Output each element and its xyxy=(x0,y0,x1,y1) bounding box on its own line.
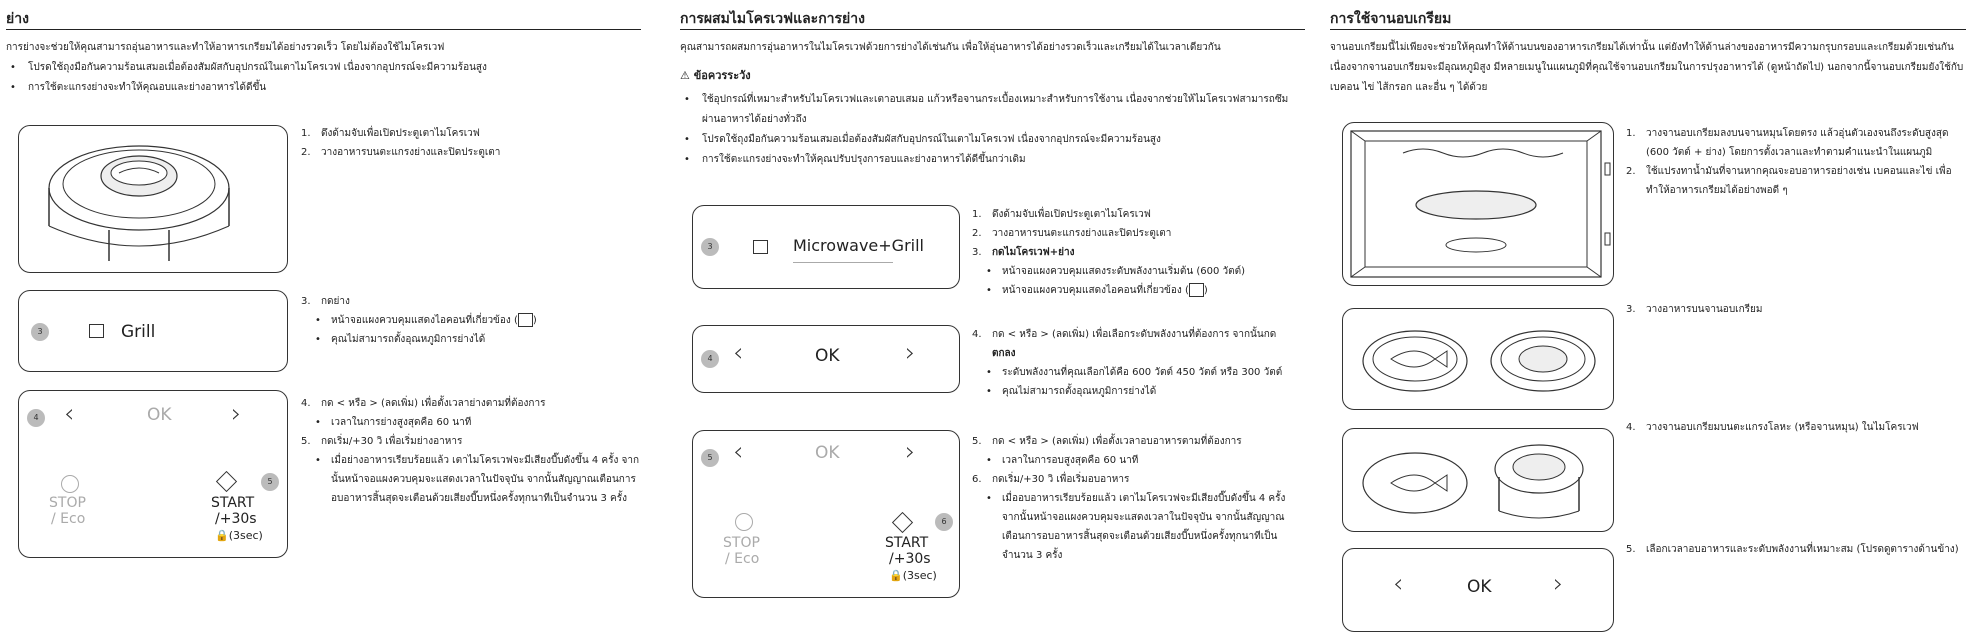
bullet-item: • ระดับพลังงานที่คุณเลือกได้คือ 600 วัตต์ 450 วัตต์ หรือ 300 วัตต์ xyxy=(972,363,1302,382)
ok-word: ตกลง xyxy=(992,348,1016,359)
step-3: 3. กดย่าง xyxy=(301,296,350,307)
control-panel-ok xyxy=(1342,548,1614,632)
bullet-item: • คุณไม่สามารถตั้งอุณหภูมิการย่างได้ xyxy=(972,382,1302,401)
grill-label[interactable]: Grill xyxy=(121,322,156,342)
step-4: 4. กด < หรือ > (ลดเพิ่ม) เพื่อเลือกระดับพลังงานที่ต้องการ จากนั้นกด xyxy=(972,329,1277,340)
control-panel-combo xyxy=(692,205,960,289)
bullet-item: • การใช้ตะแกรงย่างจะทำให้คุณอบและย่างอาหารได้ดีขึ้น xyxy=(6,78,641,98)
intro-text: คุณสามารถผสมการอุ่นอาหารในไมโครเวฟด้วยการย่างได้เช่นกัน เพื่อให้อุ่นอาหารได้อย่างรวดเร็วและเกรียมได้ในเวลาเดียวกัน xyxy=(680,42,1221,53)
right-arrow-button[interactable]: › xyxy=(905,437,916,467)
step-1: 1. วางจานอบเกรียมลงบนจานหมุนโดยตรง แล้วอุ่นตัวเองจนถึงระดับสูงสุด (600 วัตต์ + ย่าง) โดยการตั้งเวลาและทำตามคำแนะนำในแผนภูมิ xyxy=(1626,128,1949,158)
step-badge: 6 xyxy=(935,513,953,531)
plate-on-rack-illustration xyxy=(1342,428,1614,532)
stop-button[interactable]: STOP xyxy=(49,495,86,511)
section-title: การผสมไมโครเวฟและการย่าง xyxy=(680,0,1305,30)
start-icon xyxy=(892,512,913,533)
grill-rack-drawing xyxy=(19,126,287,272)
control-panel-grill xyxy=(18,290,288,372)
step-badge: 3 xyxy=(701,238,719,256)
right-arrow-button[interactable]: › xyxy=(231,399,242,429)
right-arrow-button[interactable]: › xyxy=(1553,569,1564,599)
left-arrow-button[interactable]: ‹ xyxy=(733,338,744,368)
step-4: 4. วางจานอบเกรียมบนตะแกรงโลหะ (หรือจานหมุน) ในไมโครเวฟ xyxy=(1626,422,1919,433)
left-arrow-button[interactable]: ‹ xyxy=(1393,569,1404,599)
step-badge: 4 xyxy=(701,350,719,368)
microwave-grill-label[interactable]: Microwave+Grill xyxy=(793,236,924,255)
microwave-drawing xyxy=(1343,123,1613,285)
start-button[interactable]: START xyxy=(885,535,929,551)
plates-drawing xyxy=(1343,309,1613,409)
bullet-item: • เวลาในการย่างสูงสุดคือ 60 นาที xyxy=(301,413,641,432)
section-title: ย่าง xyxy=(6,0,641,30)
stop-icon xyxy=(735,513,753,531)
plates-illustration xyxy=(1342,308,1614,410)
combo-section xyxy=(680,0,1305,641)
bullet-list xyxy=(680,90,1305,170)
grill-icon xyxy=(518,313,533,327)
step-1: 1. ดึงด้ามจับเพื่อเปิดประตูเตาไมโครเวฟ xyxy=(301,128,480,139)
step-5: 5. เลือกเวลาอบอาหารและระดับพลังงานที่เหมาะสม (โปรดดูตารางด้านข้าง) xyxy=(1626,544,1959,555)
microwave-interior-illustration xyxy=(1342,122,1614,286)
bullet-item: • คุณไม่สามารถตั้งอุณหภูมิการย่างได้ xyxy=(301,330,641,349)
step-5: 5. กดเริ่ม/+30 วิ เพื่อเริ่มย่างอาหาร xyxy=(301,436,463,447)
plate-on-rack-drawing xyxy=(1343,429,1613,531)
control-panel-ok xyxy=(692,325,960,393)
stop-icon xyxy=(61,475,79,493)
step-3: 3. วางอาหารบนจานอบเกรียม xyxy=(1626,304,1763,315)
section-title: การใช้จานอบเกรียม xyxy=(1330,0,1966,30)
ok-button[interactable]: OK xyxy=(815,346,840,366)
control-panel-start xyxy=(18,390,288,558)
eco-label: / Eco xyxy=(725,551,760,567)
grill-icon xyxy=(89,324,104,338)
bullet-item: • หน้าจอแผงควบคุมแสดงไอคอนที่เกี่ยวข้อง ( ) xyxy=(301,311,641,330)
step-3: 3. กดไมโครเวฟ+ย่าง xyxy=(972,247,1075,258)
left-arrow-button[interactable]: ‹ xyxy=(64,399,75,429)
divider xyxy=(793,262,893,263)
plus30-label: /+30s xyxy=(889,551,931,567)
step-badge: 4 xyxy=(27,409,45,427)
crusty-plate-section xyxy=(1330,0,1966,641)
stop-button[interactable]: STOP xyxy=(723,535,760,551)
microwave-grill-icon xyxy=(1189,283,1204,297)
start-button[interactable]: START xyxy=(211,495,255,511)
bullet-list xyxy=(6,58,641,98)
step-6: 6. กดเริ่ม/+30 วิ เพื่อเริ่มอบอาหาร xyxy=(972,474,1130,485)
right-arrow-button[interactable]: › xyxy=(905,338,916,368)
microwave-grill-icon xyxy=(753,240,768,254)
bullet-item: • โปรดใช้ถุงมือกันความร้อนเสมอเมื่อต้องสัมผัสกับอุปกรณ์ในเตาไมโครเวฟ เนื่องจากอุปกรณ์จะมีความร้อนสูง xyxy=(680,130,1305,150)
ok-button[interactable]: OK xyxy=(147,405,172,425)
step-2: 2. วางอาหารบนตะแกรงย่างและปิดประตูเตา xyxy=(301,147,501,158)
bullet-item: • เมื่ออบอาหารเรียบร้อยแล้ว เตาไมโครเวฟจะมีเสียงบี๊บดังขึ้น 4 ครั้ง จากนั้นหน้าจอแผงควบคุมจะแสดงเวลาในปัจจุบัน จากนั้นสัญญาณเตือนการอบอาหารสิ้นสุดจะเตือนด้วยเสียงบี๊บหนึ่งครั้งทุกนาทีเป็นจำนวน 3 ครั้ง xyxy=(972,489,1302,565)
control-panel-start xyxy=(692,430,960,598)
step-badge: 5 xyxy=(701,449,719,467)
caution-heading: ⚠ ข้อควรระวัง xyxy=(680,69,751,82)
bullet-item: • เมื่อย่างอาหารเรียบร้อยแล้ว เตาไมโครเวฟจะมีเสียงบี๊บดังขึ้น 4 ครั้ง จากนั้นหน้าจอแผงควบคุมจะแสดงเวลาในปัจจุบัน จากนั้นสัญญาณเตือนการอบอาหารสิ้นสุดจะเตือนด้วยเสียงบี๊บหนึ่งครั้งทุกนาทีเป็นจำนวน 3 ครั้ง xyxy=(301,451,641,508)
step-1: 1. ดึงด้ามจับเพื่อเปิดประตูเตาไมโครเวฟ xyxy=(972,209,1151,220)
lock-label: 🔒(3sec) xyxy=(215,529,263,542)
step-2: 2. วางอาหารบนตะแกรงย่างและปิดประตูเตา xyxy=(972,228,1172,239)
plus30-label: /+30s xyxy=(215,511,257,527)
bullet-item: • เวลาในการอบสูงสุดคือ 60 นาที xyxy=(972,451,1302,470)
grill-section xyxy=(6,0,641,641)
intro-text: จานอบเกรียมนี้ไม่เพียงจะช่วยให้คุณทำให้ด้านบนของอาหารเกรียมได้เท่านั้น แต่ยังทำให้ด้านล่างของอาหารมีความกรุบกรอบและเกรียมด้วยเช่นกัน เนื่องจากจานอบเกรียมจะมีอุณหภูมิสูง มีหลายเมนูในแผนภูมิที่คุณใช้จานอบเกรียมในการปรุงอาหารได้ (ดูหน้าถัดไป) นอกจากนี้จานอบเกรียมยังใช้กับเบคอน ไข่ ไส้กรอก และอื่น ๆ ได้ด้วย xyxy=(1330,42,1964,93)
eco-label: / Eco xyxy=(51,511,86,527)
bullet-item: • โปรดใช้ถุงมือกันความร้อนเสมอเมื่อต้องสัมผัสกับอุปกรณ์ในเตาไมโครเวฟ เนื่องจากอุปกรณ์จะมีความร้อนสูง xyxy=(6,58,641,78)
bullet-item: • หน้าจอแผงควบคุมแสดงระดับพลังงานเริ่มต้น (600 วัตต์) xyxy=(972,262,1302,281)
step-badge: 3 xyxy=(31,323,49,341)
ok-button[interactable]: OK xyxy=(1467,577,1492,597)
grill-rack-illustration xyxy=(18,125,288,273)
left-arrow-button[interactable]: ‹ xyxy=(733,437,744,467)
bullet-item: • การใช้ตะแกรงย่างจะทำให้คุณปรับปรุงการอบและย่างอาหารได้ดีขึ้นกว่าเดิม xyxy=(680,150,1305,170)
start-icon xyxy=(216,471,237,492)
intro-text: การย่างจะช่วยให้คุณสามารถอุ่นอาหารและทำให้อาหารเกรียมได้อย่างรวดเร็ว โดยไม่ต้องใช้ไมโครเวฟ xyxy=(6,42,445,53)
step-2: 2. ใช้แปรงทาน้ำมันที่จานหากคุณจะอบอาหารอย่างเช่น เบคอนและไข่ เพื่อทำให้อาหารเกรียมได้อย่างพอดี ๆ xyxy=(1626,166,1952,196)
lock-label: 🔒(3sec) xyxy=(889,569,937,582)
step-badge: 5 xyxy=(261,473,279,491)
ok-button[interactable]: OK xyxy=(815,443,840,463)
bullet-item: • หน้าจอแผงควบคุมแสดงไอคอนที่เกี่ยวข้อง ( ) xyxy=(972,281,1302,300)
step-4: 4. กด < หรือ > (ลดเพิ่ม) เพื่อตั้งเวลาย่างตามที่ต้องการ xyxy=(301,398,546,409)
step-5: 5. กด < หรือ > (ลดเพิ่ม) เพื่อตั้งเวลาอบอาหารตามที่ต้องการ xyxy=(972,436,1242,447)
bullet-item: • ใช้อุปกรณ์ที่เหมาะสำหรับไมโครเวฟและเตาอบเสมอ แก้วหรือจานกระเบื้องเหมาะสำหรับการใช้งาน เนื่องจากช่วยให้ไมโครเวฟสามารถซึมผ่านอาหารได้อย่างทั่วถึง xyxy=(680,90,1305,130)
warning-icon: ⚠ xyxy=(680,69,690,82)
